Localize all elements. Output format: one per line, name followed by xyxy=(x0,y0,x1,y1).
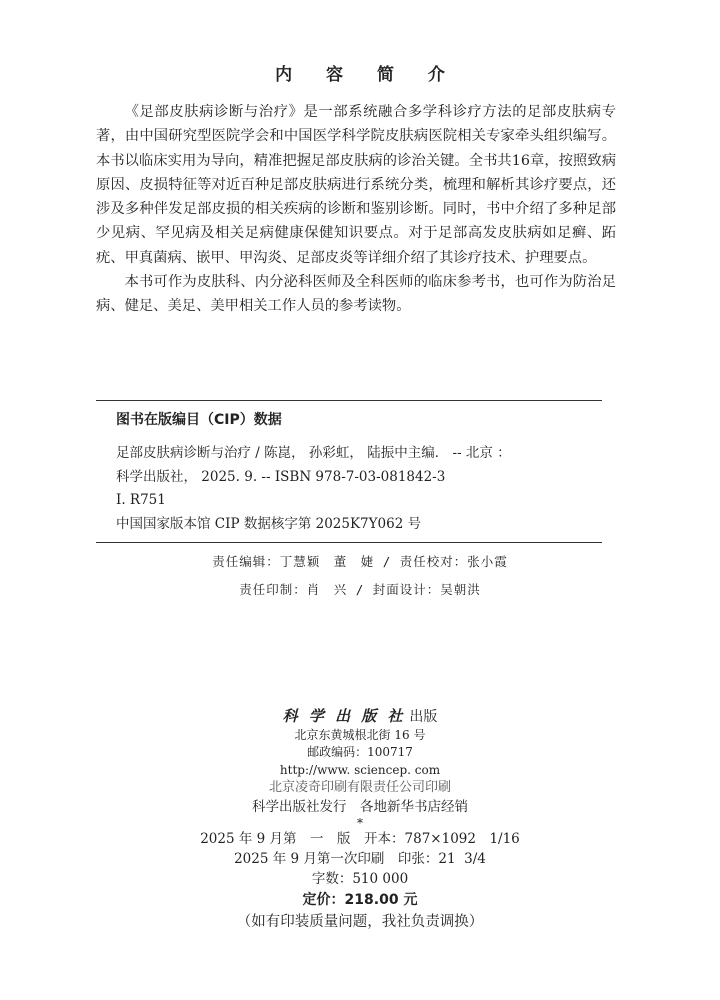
printing-line: 2025 年 9 月第一次印刷 印张：21 3/4 xyxy=(234,850,486,867)
publisher-line xyxy=(0,708,720,727)
cip-data-block xyxy=(116,442,606,536)
cip-line-2: 科学出版社， 2025. 9. -- ISBN 978-7-03-081842-3 xyxy=(116,468,446,485)
cip-line-4: 中国国家版本馆 CIP 数据核字第 2025K7Y062 号 xyxy=(116,515,422,532)
cip-line-3: Ⅰ. R751 xyxy=(116,492,166,508)
printer-line: 北京凌奇印刷有限责任公司印刷 xyxy=(268,780,451,795)
publisher-postcode: 邮政编码：100717 xyxy=(307,745,413,759)
cip-title: 图书在版编目（CIP）数据 xyxy=(116,412,282,428)
publisher-address: 北京东黄城根北街 16 号 xyxy=(294,727,426,742)
cip-bottom-rule xyxy=(96,542,602,543)
distribution-line: 科学出版社发行 各地新华书店经销 xyxy=(252,798,468,815)
editor-credits: 责任编辑：丁慧颖 董 婕 / 责任校对：张小霞 xyxy=(212,554,508,569)
cip-line-1: 足部皮肤病诊断与治疗 / 陈崑， 孙彩虹， 陆振中主编． -- 北京 ： xyxy=(116,445,511,461)
separator-star: * xyxy=(357,815,363,830)
synopsis-paragraph-2: 本书可作为皮肤科、内分泌科医师及全科医师的临床参考书，也可作为防治足病、健足、美足、美甲相关工作人员的参考读物。 xyxy=(96,274,616,315)
publisher-suffix: 出版 xyxy=(409,709,438,725)
replacement-notice: （如有印装质量问题，我社负责调换） xyxy=(236,913,484,930)
synopsis-paragraph-1: 《足部皮肤病诊断与治疗》是一部系统融合多学科诊疗方法的足部皮肤病专著，由中国研究型医院学会和中国医学科学院皮肤病医院相关专家牵头组织编写。本书以临床实用为导向，精准把握足部皮肤病的诊治关键。全书共16章，按照致病原因、皮损特征等对近百种足部皮肤病进行系统分类，梳理和解析其诊疗要点，还涉及多种伴发足部皮损的相关疾病的诊断和鉴别诊断。同时，书中介绍了多种足部少见病、罕见病及相关足病健康保健知识要点。对于足部高发皮肤病如足癣、跖疣、甲真菌病、嵌甲、甲沟炎、足部皮炎等详细介绍了其诊疗技术、护理要点。 xyxy=(96,104,616,266)
word-count: 字数：510 000 xyxy=(311,870,409,887)
price: 定价：218.00 元 xyxy=(302,891,418,908)
production-credits: 责任印制：肖 兴 / 封面设计：吴朝洪 xyxy=(239,582,481,597)
cip-top-rule xyxy=(96,400,602,401)
publisher-website: http://www. sciencep. com xyxy=(279,762,441,777)
synopsis-text xyxy=(96,100,616,319)
publisher-name: 科 学 出 版 社 xyxy=(282,707,406,725)
synopsis-heading: 内 容 简 介 xyxy=(275,65,459,85)
publisher-colophon xyxy=(0,708,720,933)
edition-line: 2025 年 9 月第 一 版 开本：787×1092 1/16 xyxy=(200,830,520,847)
